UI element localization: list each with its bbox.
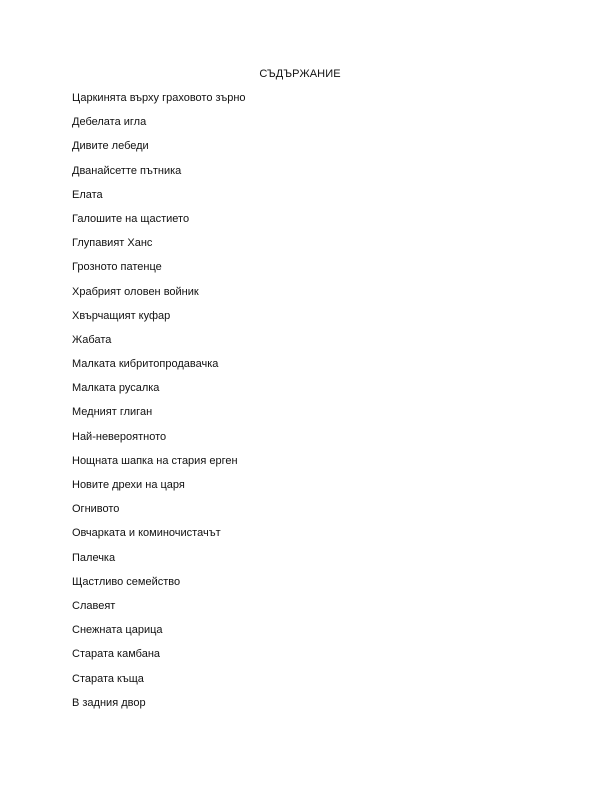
toc-entry: Жабата [72, 333, 112, 346]
toc-entry: Новите дрехи на царя [72, 479, 185, 491]
toc-entry: Хвърчащият куфар [72, 309, 171, 322]
page-title: СЪДЪРЖАНИЕ [259, 68, 341, 80]
toc-entry: Нощната шапка на стария ерген [72, 454, 238, 467]
toc-entry: Царкинята върху граховото зърно [72, 92, 246, 104]
toc-entry: Галошите на щастието [72, 212, 190, 225]
toc-entry: Палечка [72, 551, 116, 564]
toc-entry: Най-невероятното [72, 430, 167, 443]
toc-entry: Малката кибритопродавачка [72, 358, 219, 371]
toc-entry: Щастливо семейство [72, 575, 181, 588]
toc-entry: Малката русалка [72, 382, 160, 395]
toc-entry: Глупавият Ханс [72, 237, 153, 250]
table-of-contents [72, 91, 246, 720]
toc-entry: Елата [72, 188, 103, 201]
toc-entry: Медният глиган [72, 406, 153, 419]
toc-entry: Снежната царица [72, 624, 163, 637]
toc-entry: Дванайсетте пътника [72, 164, 182, 177]
toc-entry: Храбрият оловен войник [72, 285, 199, 298]
toc-entry: Овчарката и коминочистачът [72, 527, 221, 540]
toc-entry: Огнивото [72, 503, 120, 516]
toc-entry: В задния двор [72, 696, 146, 709]
toc-entry: Славеят [72, 599, 116, 612]
toc-entry: Грозното патенце [72, 261, 162, 274]
toc-entry: Старата къща [72, 672, 144, 685]
toc-entry: Дивите лебеди [72, 140, 149, 153]
toc-entry: Дебелата игла [72, 116, 147, 129]
toc-entry: Старата камбана [72, 648, 161, 661]
